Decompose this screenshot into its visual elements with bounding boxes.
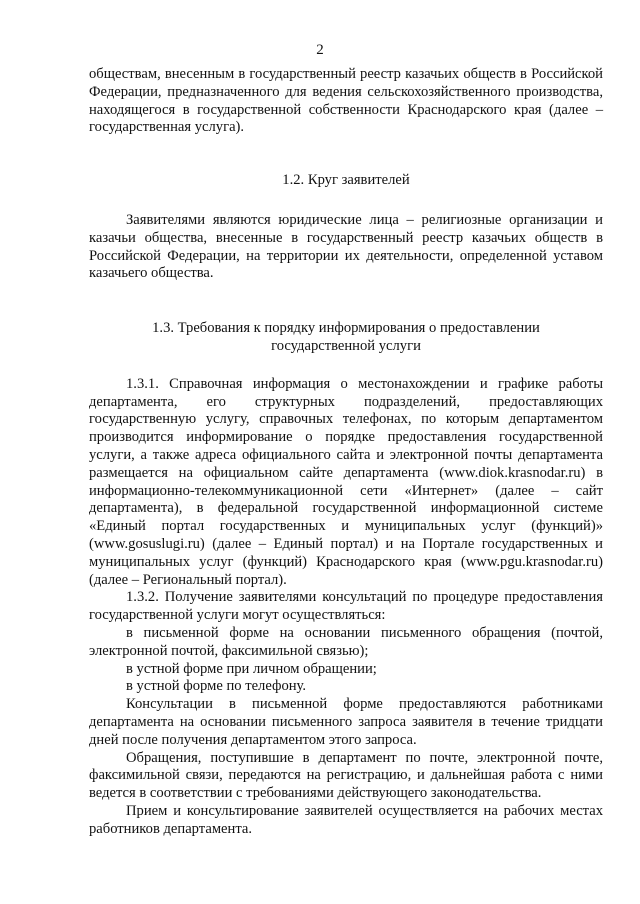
paragraph-applicants: Заявителями являются юридические лица – религиозные организации и казачьи общества, внесенные в государственный реестр казачьих обществ в Российской Федерации, на территории их деятельности, определенной уставом казачьего общества. xyxy=(89,211,603,282)
paragraph-1-3-2-written: в письменной форме на основании письменного обращения (почтой, электронной почтой, факсимильной связью); xyxy=(89,624,603,659)
section-heading-1-3-line-1: 1.3. Требования к порядку информирования о предоставлении xyxy=(152,320,540,337)
paragraph-1-3-2: 1.3.2. Получение заявителями консультаций по процедуре предоставления государственной услуги могут осуществляться: xyxy=(89,589,603,624)
paragraph-1-3-2-in-person: в устной форме при личном обращении; xyxy=(126,660,377,677)
paragraph-appeals: Обращения, поступившие в департамент по почте, электронной почте, факсимильной связи, передаются на регистрацию, и дальнейшая работа с ними ведется в соответствии с требованиями действующего законодательства. xyxy=(89,749,603,802)
paragraph-written-consultations: Консультации в письменной форме предоставляются работниками департамента на основании письменного запроса заявителя в течение тридцати дней после получения департаментом этого запроса. xyxy=(89,696,603,748)
document-body xyxy=(89,66,603,838)
section-heading-1-3 xyxy=(89,320,603,356)
section-heading-1-2: 1.2. Круг заявителей xyxy=(282,172,410,189)
page-number: 2 xyxy=(316,42,324,58)
paragraph-1-3-1: 1.3.1. Справочная информация о местонахождении и графике работы департамента, его структурных подразделений, предоставляющих государственную услугу, справочных телефонах, по которым департаментом производится информирование о порядке предоставления государственной услуги, а также адреса официального сайта и электронной почты департамента размещается на официальном сайте департамента (www.diok.krasnodar.ru) в информационно-телекоммуникационной сети «Интернет» (далее – сайт департамента), в федеральной государственной информационной системе «Единый портал государственных и муниципальных услуг (функций)» (www.gosuslugi.ru) (далее – Единый портал) и на Портале государственных и муниципальных услуг (функций) Краснодарского края (www.pgu.krasnodar.ru) (далее – Региональный портал). xyxy=(89,375,603,588)
section-heading-1-3-line-2: государственной услуги xyxy=(271,337,421,354)
paragraph-reception: Прием и консультирование заявителей осуществляется на рабочих местах работников департамента. xyxy=(89,802,603,837)
paragraph-1-3-2-phone: в устной форме по телефону. xyxy=(126,678,307,695)
paragraph-service-definition-end: обществам, внесенным в государственный реестр казачьих обществ в Российской Федерации, предназначенного для ведения сельскохозяйственного производства, находящегося в государственной собственности Краснодарского края (далее – государственная услуга). xyxy=(89,66,603,136)
